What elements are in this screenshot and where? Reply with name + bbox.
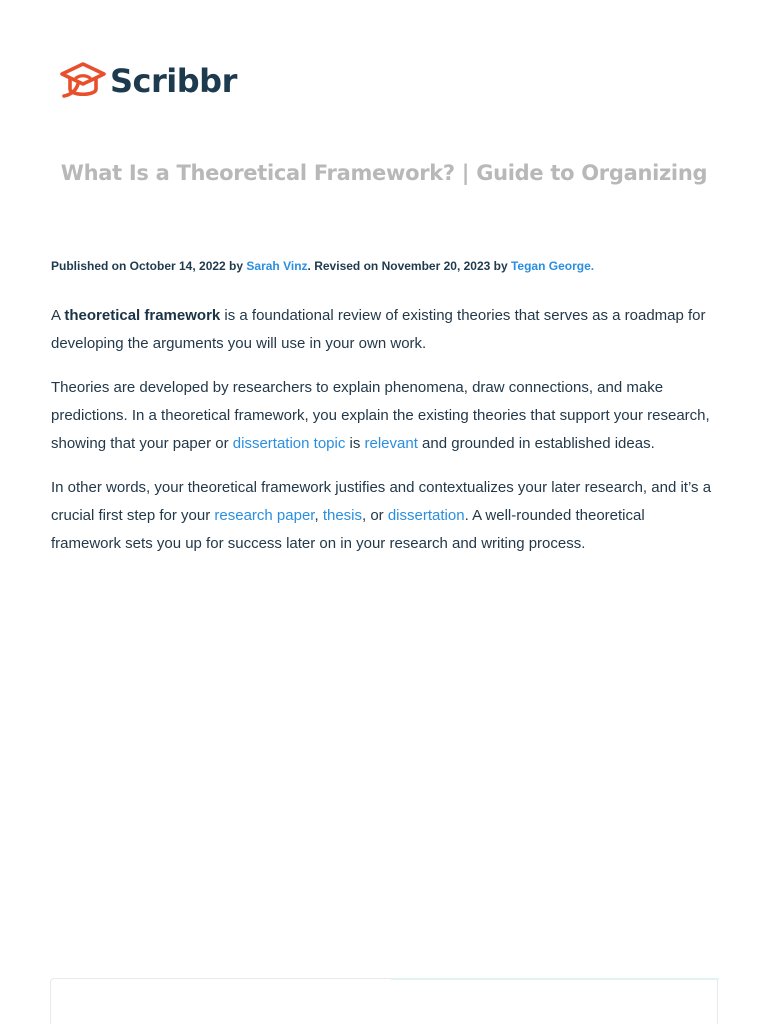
article-byline [51,257,731,275]
bold-term: theoretical framework [64,307,221,324]
scribbr-logo[interactable] [58,58,237,104]
published-date-text: Published on October 14, 2022 by [51,259,247,273]
paragraph-text: . A well-rounded theoretical framework sets you up for success later on in your research and writing process. [51,507,645,552]
link-dissertation-topic[interactable]: dissertation topic [232,435,346,452]
article-body [51,302,717,574]
paragraph-text: is [345,435,365,452]
graduation-cap-icon [58,58,108,104]
paragraph-intro [51,302,717,358]
paragraph-text: is a foundational review of existing theories that serves as a roadmap for developing the arguments you will use in your own work. [51,307,706,352]
paragraph-text: , or [362,507,388,524]
author-link-tegan-george[interactable]: Tegan George. [510,259,595,273]
card-accent-bar [391,978,719,980]
link-dissertation[interactable]: dissertation [387,507,465,524]
paragraph-other-words [51,474,717,558]
page-title: What Is a Theoretical Framework? | Guide to Organizing [60,161,708,185]
link-thesis[interactable]: thesis [322,507,362,524]
logo-wordmark: Scribbr [110,62,237,100]
paragraph-text: In other words, your theoretical framework justifies and contextualizes your later research, and it’s a crucial first step for your [51,479,712,524]
author-link-sarah-vinz[interactable]: Sarah Vinz [246,259,308,273]
paragraph-text: , [314,507,323,524]
paragraph-text: Theories are developed by researchers to explain phenomena, draw connections, and make predictions. In a theoretical framework, you explain the existing theories that support your research, showing that your paper or [51,379,710,452]
revised-date-text: . Revised on November 20, 2023 by [307,259,511,273]
paragraph-theories [51,374,717,458]
paragraph-text: and grounded in established ideas. [417,435,655,452]
link-research-paper[interactable]: research paper [214,507,315,524]
bottom-card [50,978,718,1024]
link-relevant[interactable]: relevant [364,435,418,452]
paragraph-text: A [51,307,65,324]
